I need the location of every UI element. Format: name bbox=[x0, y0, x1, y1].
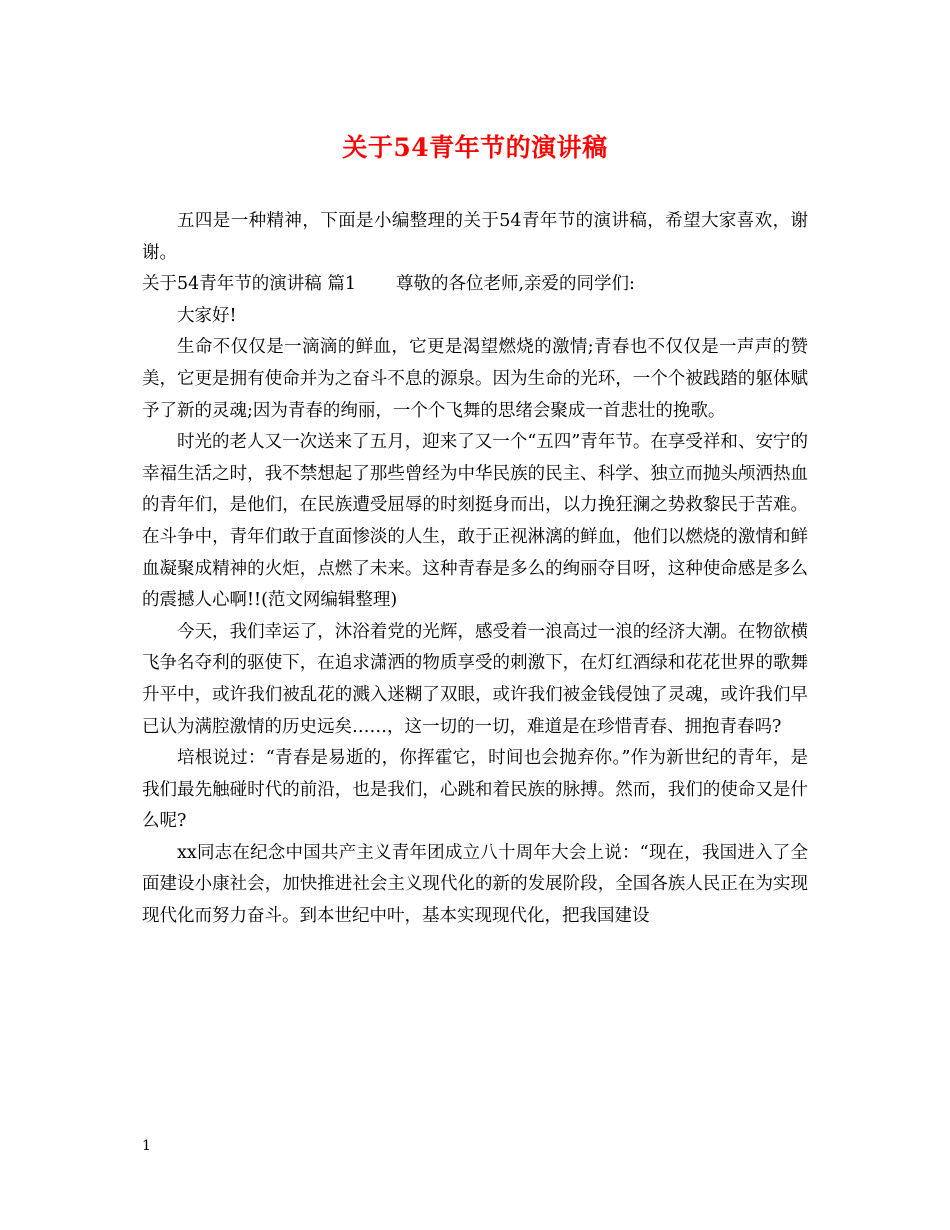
section-heading: 关于54青年节的演讲稿 篇1 bbox=[142, 274, 356, 295]
document-body bbox=[142, 206, 808, 933]
body-paragraph: 培根说过：“青春是易逝的，你挥霍它，时间也会抛弃你。”作为新世纪的青年，是我们最先触碰时代的前沿，也是我们，心跳和着民族的脉搏。然而，我们的使命又是什么呢? bbox=[142, 748, 808, 832]
body-paragraph: 大家好! bbox=[177, 305, 237, 326]
body-paragraph: xx同志在纪念中国共产主义青年团成立八十周年大会上说：“现在，我国进入了全面建设小康社会，加快推进社会主义现代化的新的发展阶段，全国各族人民正在为实现现代化而努力奋斗。到本世纪中叶，基本实现现代化，把我国建设 bbox=[142, 842, 808, 927]
page-number: 1 bbox=[142, 1138, 151, 1154]
body-paragraph: 时光的老人又一次送来了五月，迎来了又一个“五四”青年节。在享受祥和、安宁的幸福生活之时，我不禁想起了那些曾经为中华民族的民主、科学、独立而抛头颅洒热血的青年们，是他们，在民族遭受屈辱的时刻挺身而出，以力挽狂澜之势救黎民于苦难。在斗争中，青年们敢于直面惨淡的人生，敢于正视淋漓的鲜血，他们以燃烧的激情和鲜血凝聚成精神的火炬，点燃了未来。这种青春是多么的绚丽夺目呀，这种使命感是多么的震撼人心啊!!(范文网编辑整理) bbox=[142, 432, 808, 611]
intro-paragraph: 五四是一种精神，下面是小编整理的关于54青年节的演讲稿，希望大家喜欢，谢谢。 bbox=[142, 211, 808, 263]
document-title: 关于54青年节的演讲稿 bbox=[342, 133, 608, 162]
body-paragraph: 生命不仅仅是一滴滴的鲜血，它更是渴望燃烧的激情;青春也不仅仅是一声声的赞美，它更是拥有使命并为之奋斗不息的源泉。因为生命的光环，一个个被践踏的躯体赋予了新的灵魂;因为青春的绚丽，一个个飞舞的思绪会聚成一首悲壮的挽歌。 bbox=[142, 337, 808, 421]
salutation: 尊敬的各位老师,亲爱的同学们: bbox=[395, 274, 635, 295]
section-heading-line bbox=[142, 269, 808, 301]
body-paragraph: 今天，我们幸运了，沐浴着党的光辉，感受着一浪高过一浪的经济大潮。在物欲横飞争名夺利的驱使下，在追求潇洒的物质享受的刺激下，在灯红酒绿和花花世界的歌舞升平中，或许我们被乱花的溅入迷糊了双眼，或许我们被金钱侵蚀了灵魂，或许我们早已认为满腔激情的历史远矣……，这一切的一切，难道是在珍惜青春、拥抱青春吗? bbox=[142, 621, 808, 737]
